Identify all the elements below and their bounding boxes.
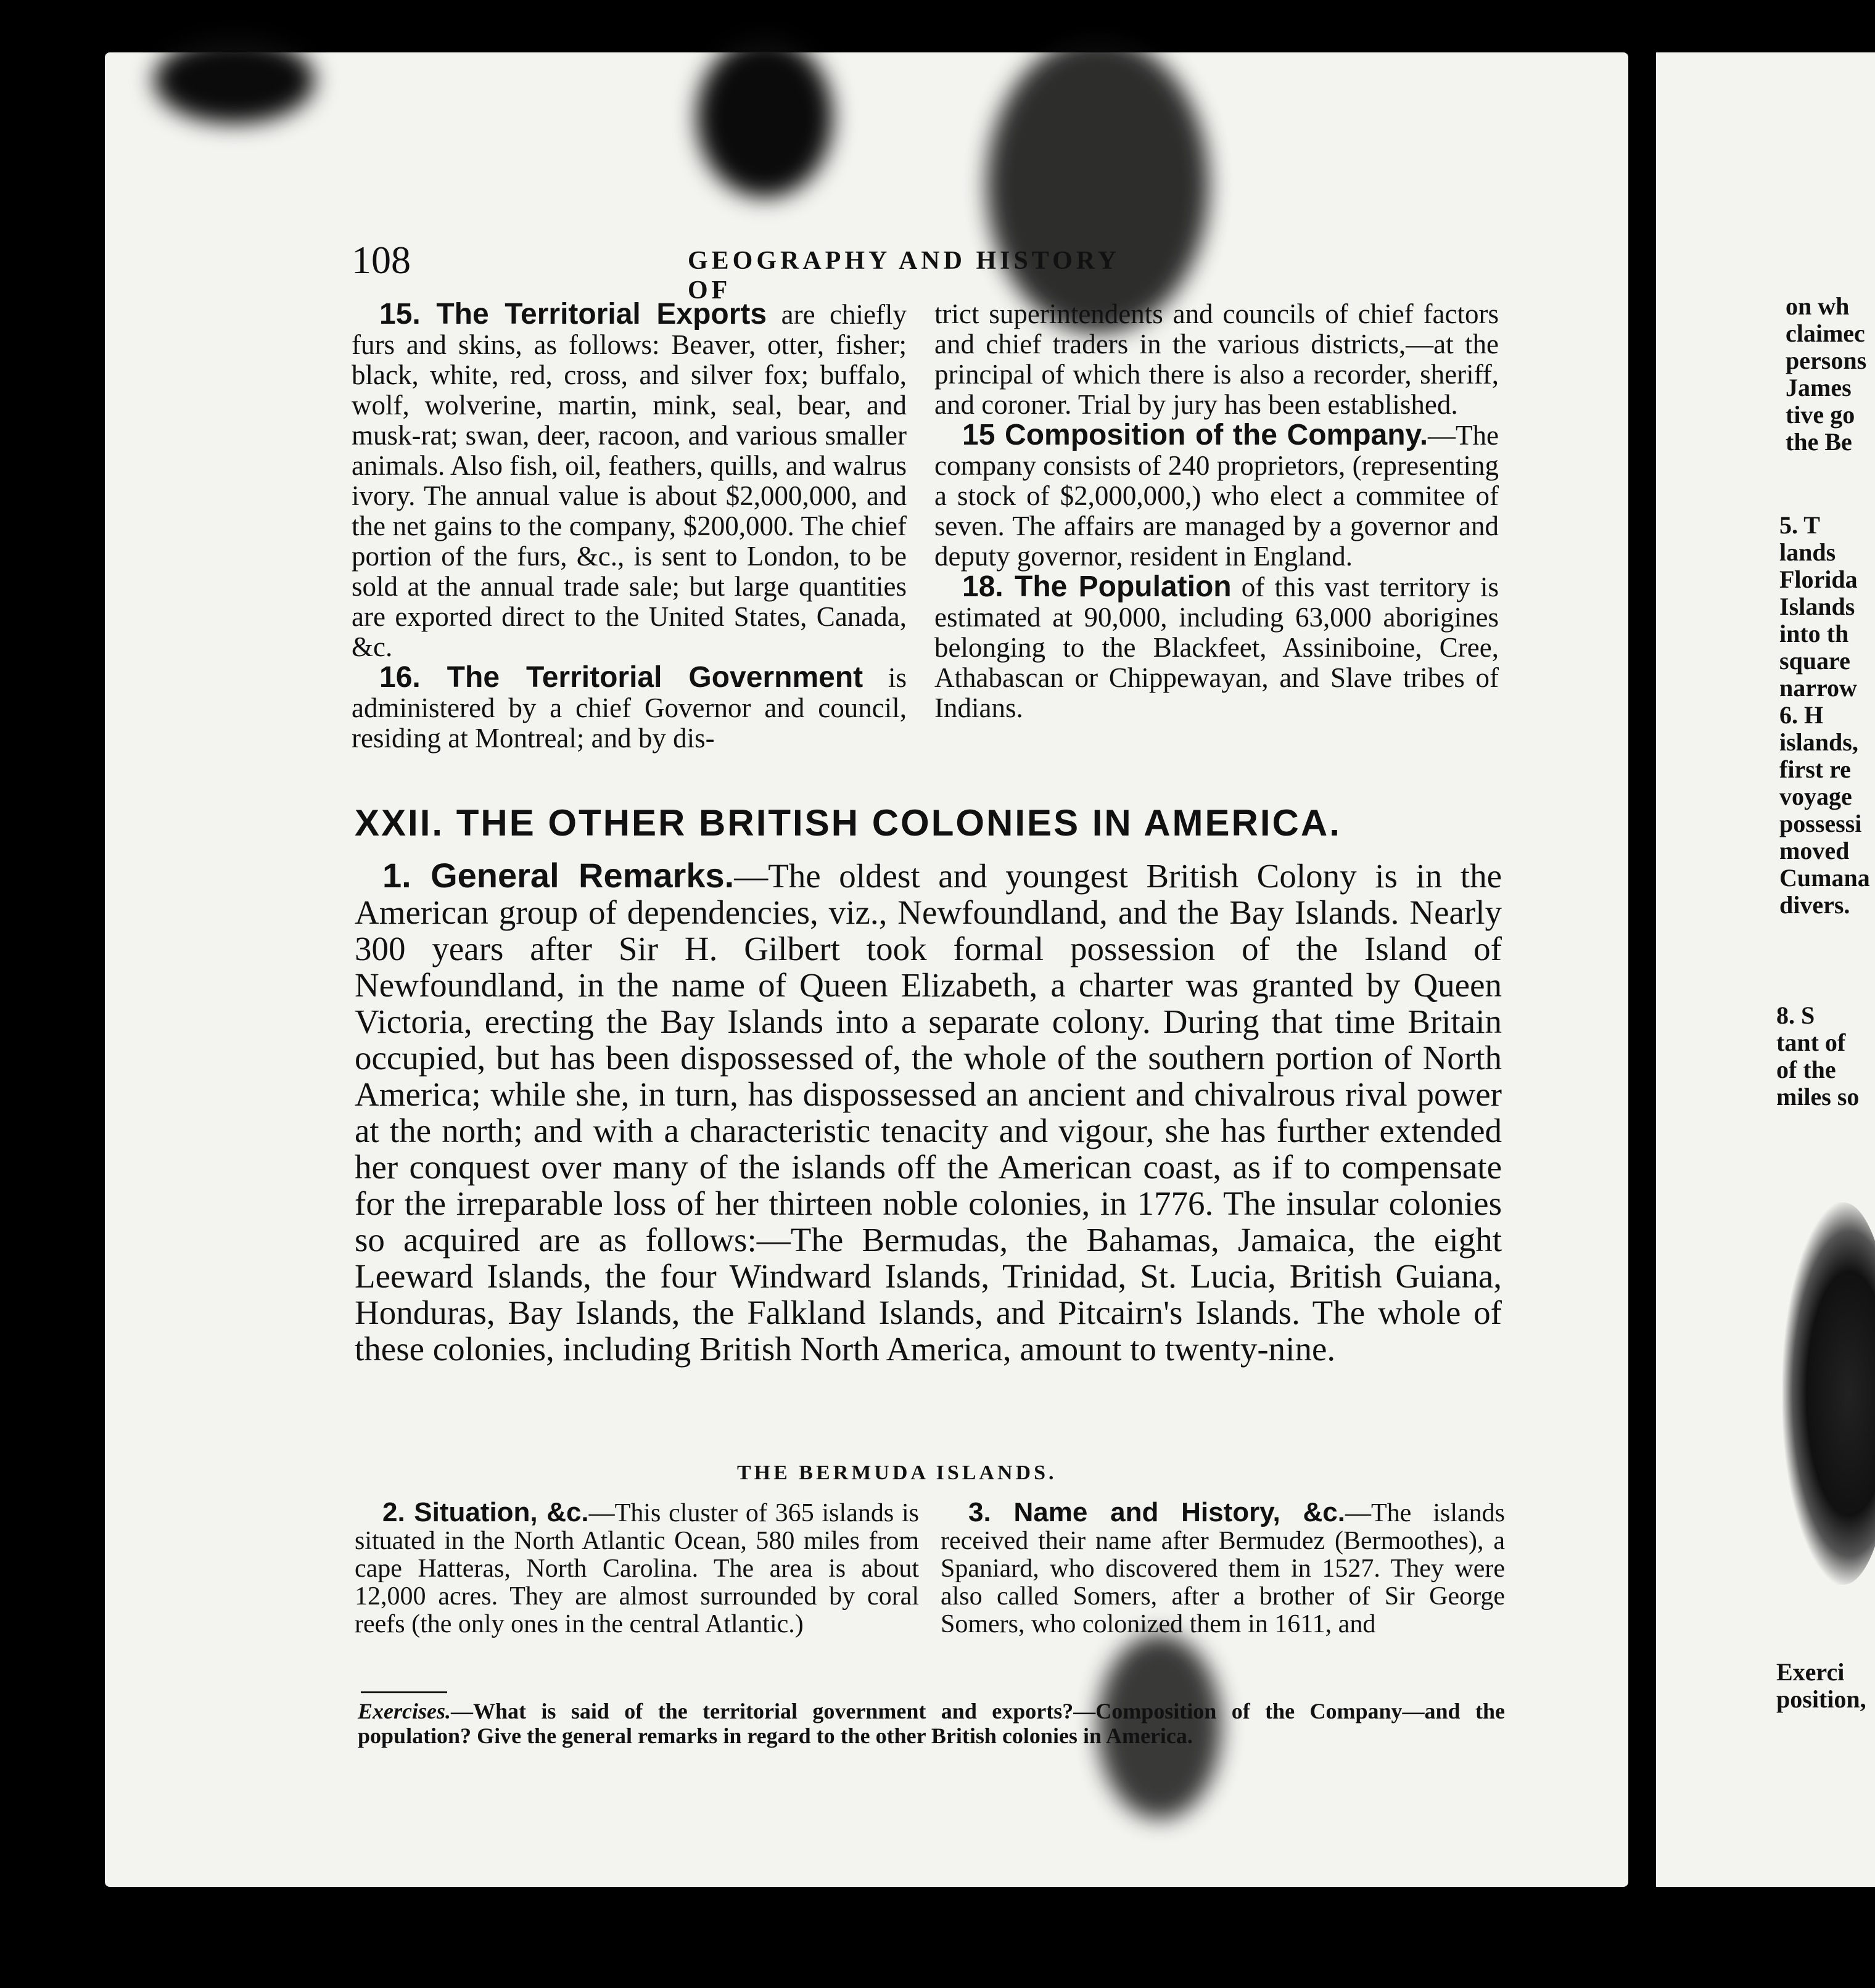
paragraph-text: of this vast territory is estimated at 90,000, including 63,000 aborigines belonging to the Blackfeet, Assiniboine, Cree, Athabascan or Chippewayan, and Slave tribes of Indians. <box>934 572 1499 723</box>
paragraph-text: —This cluster of 365 islands is situated in the North Atlantic Ocean, 580 miles from cape Hatteras, North Carolina. The area is about 12,000 acres. They are almost surrounded by coral reefs (the only ones in the central Atlantic.) <box>355 1499 920 1638</box>
paragraph-text: —The islands received their name after Bermudez (Bermoothes), a Spaniard, who discovered them in 1527. They were also called Somers, after a brother of Sir George Somers, who colonized them in 1611, and <box>941 1499 1506 1638</box>
paragraph-3 <box>941 1498 1505 1638</box>
paragraph-16-continued: trict superintendents and councils of chief factors and chief traders in the various districts,—at the principal of which there is also a recorder, sheriff, and coroner. Trial by jury has been established. <box>934 298 1499 420</box>
paragraph-text: —The oldest and youngest British Colony is in the American group of dependencies, viz., Newfoundland, and the Bay Islands. Nearly 300 years after Sir H. Gilbert took formal possession of the Island of Newfoundland, in the name of Queen Elizabeth, a charter was granted by Queen Victoria, erecting the Bay Islands into a separate colony. During that time Britain occupied, but has been dispossessed of, the whole of the southern portion of North America; while she, in turn, has dispossessed an ancient and chivalrous rival power at the north; and with a characteristic tenacity and vigour, she has further extended her conquest over many of the islands off the American coast, as if to compensate for the irreparable loss of her thirteen noble colonies, in 1776. The insular colonies so acquired are as follows:—The Bermudas, the Bahamas, Jamaica, the eight Leeward Islands, the four Windward Islands, Trinidad, St. Lucia, British Guiana, Honduras, Bay Islands, the Falkland Islands, and Pitcairn's Islands. The whole of these colonies, including British North America, amount to twenty-nine. <box>355 857 1502 1368</box>
right-fragment-block-1: on wh claimec persons James tive go the Be <box>1786 293 1867 456</box>
paragraph-lead: 15. The Territorial Exports <box>379 298 767 331</box>
paragraph-2 <box>355 1498 919 1638</box>
paragraph-18 <box>934 572 1499 723</box>
paragraph-text: is administered by a chief Governor and council, residing at Montreal; and by dis- <box>352 662 907 754</box>
paragraph-lead: 16. The Territorial Government <box>379 661 863 694</box>
paragraph-text: —The company consists of 240 proprietors, (representing a stock of $2,000,000,) who elect a commitee of seven. The affairs are managed by a governor and deputy governor, resident in England. <box>934 420 1499 572</box>
bottom-right-column <box>941 1498 1505 1638</box>
paragraph-16 <box>352 662 907 754</box>
page-number: 108 <box>352 238 411 282</box>
paragraph-lead: 3. Name and History, &c. <box>968 1497 1345 1527</box>
exercises-footnote <box>358 1699 1505 1748</box>
section-heading: XXII. THE OTHER BRITISH COLONIES IN AMERICA. <box>355 802 1341 844</box>
footnote-rule <box>361 1691 447 1693</box>
paragraph-lead: 18. The Population <box>962 570 1232 603</box>
paragraph-text: are chiefly furs and skins, as follows: Beaver, otter, fisher; black, white, red, cross, and silver fox; buffalo, wolf, wolverine, martin, mink, seal, bear, and musk-rat; swan, deer, racoon, and various smaller animals. Also fish, oil, feathers, quills, and walrus ivory. The annual value is about $2,000,000, and the net gains to the company, $200,000. The chief portion of the furs, &c., is sent to London, to be sold at the annual trade sale; but large quantities are exported direct to the United States, Canada, &c. <box>352 299 907 662</box>
right-fragment-block-4: Exerci position, <box>1776 1659 1866 1713</box>
footnote-label: Exercises. <box>358 1699 451 1723</box>
paragraph-lead: 1. General Remarks. <box>382 856 735 895</box>
right-fragment-block-2: 5. T lands Florida Islands into th square narrow 6. H islands, first re voyage possessi moved Cumana divers. <box>1779 512 1870 919</box>
general-remarks <box>355 857 1502 1367</box>
paragraph-17 <box>934 420 1499 572</box>
paragraph-lead: 2. Situation, &c. <box>382 1497 589 1527</box>
ink-stain <box>697 37 833 197</box>
right-fragment-block-3: 8. S tant of of the miles so <box>1776 1002 1860 1111</box>
top-right-column <box>934 299 1499 723</box>
footnote-text: —What is said of the territorial government and exports?—Composition of the Company—and the population? Give the general remarks in regard to the other British colonies in America. <box>358 1699 1505 1748</box>
bottom-left-column <box>355 1498 919 1638</box>
paragraph-15 <box>352 299 907 662</box>
paragraph-lead: 15 Composition of the Company. <box>962 419 1428 451</box>
page-header <box>352 237 1153 305</box>
top-left-column <box>352 299 907 754</box>
running-title: GEOGRAPHY AND HISTORY OF <box>688 247 1119 305</box>
right-page-illustration <box>1782 1202 1875 1585</box>
bermuda-subheading: THE BERMUDA ISLANDS. <box>737 1461 1057 1484</box>
ink-stain <box>154 37 315 123</box>
